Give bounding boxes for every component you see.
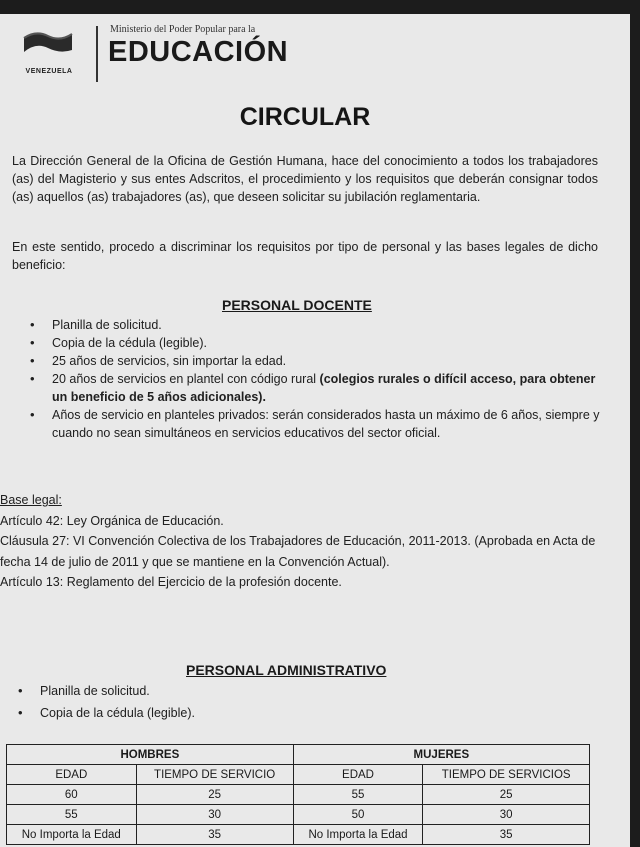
table-header-row (7, 765, 590, 785)
legal-line: Cláusula 27: VI Convención Colectiva de los Trabajadores de Educación, 2011-2013. (Aprobada en Acta de fecha 14 de julio de 2011 y que se mantiene en la Convención Actual). (0, 534, 596, 569)
ministry-label: Ministerio del Poder Popular para la (110, 24, 256, 35)
list-item: • Planilla de solicitud. (26, 316, 601, 334)
administrativo-requirements (14, 680, 589, 724)
legal-line: Artículo 42: Ley Orgánica de Educación. (0, 513, 224, 528)
column-header: TIEMPO DE SERVICIO (136, 765, 293, 785)
flag-icon (22, 28, 74, 58)
section-heading-administrativo: PERSONAL ADMINISTRATIVO (186, 662, 387, 678)
table-row (7, 825, 590, 845)
table-row (7, 805, 590, 825)
table-group-row (7, 745, 590, 765)
column-header: EDAD (293, 765, 423, 785)
list-item: • Copia de la cédula (legible). (26, 334, 601, 352)
letterhead (14, 22, 334, 84)
list-item: • 25 años de servicios, sin importar la edad. (26, 352, 601, 370)
list-item (26, 370, 601, 406)
table-cell: 60 (7, 785, 137, 805)
table-cell: 55 (293, 785, 423, 805)
table-row (7, 785, 590, 805)
legal-basis (0, 490, 612, 593)
table-cell: 30 (423, 805, 590, 825)
column-header: EDAD (7, 765, 137, 785)
document-title: CIRCULAR (239, 103, 371, 131)
intro-paragraph-2: En este sentido, procedo a discriminar los requisitos por tipo de personal y las bases legales de dicho beneficio: (12, 240, 598, 272)
department-name: EDUCACIÓN (108, 36, 289, 68)
table-cell: 30 (136, 805, 293, 825)
document-page (0, 14, 630, 847)
list-item-bold-text: (colegios rurales o difícil acceso, para obtener un beneficio de 5 años adicionales). (52, 372, 596, 404)
list-item: • Años de servicio en planteles privados: serán considerados hasta un máximo de 6 años, siempre y cuando no sean simultáneos en servicios educativos del sector oficial. (26, 406, 601, 442)
table-cell: No Importa la Edad (7, 825, 137, 845)
country-label: VENEZUELA (25, 68, 73, 75)
emblem (14, 26, 84, 81)
table-cell: 25 (423, 785, 590, 805)
hombres-header: HOMBRES (7, 745, 294, 765)
mujeres-header: MUJERES (293, 745, 589, 765)
table-cell: 50 (293, 805, 423, 825)
table-cell: No Importa la Edad (293, 825, 423, 845)
retirement-table (6, 744, 590, 845)
section-heading-docente: PERSONAL DOCENTE (222, 297, 372, 313)
intro-paragraph: La Dirección General de la Oficina de Gestión Humana, hace del conocimiento a todos los trabajadores (as) del Magisterio y sus entes Adscritos, el procedimiento y los requisitos que deberán consignar todos (as) aquellos (as) trabajadores (as), que deseen solicitar su jubilación reglamentaria. (12, 154, 598, 204)
docente-requirements (26, 316, 601, 442)
table-cell: 35 (136, 825, 293, 845)
legal-line: Artículo 13: Reglamento del Ejercicio de la profesión docente. (0, 575, 342, 589)
list-item-text: 20 años de servicios en plantel con código rural (52, 372, 320, 386)
table-cell: 25 (136, 785, 293, 805)
list-item: • Copia de la cédula (legible). (14, 702, 589, 724)
table-cell: 55 (7, 805, 137, 825)
header-divider (96, 26, 98, 82)
column-header: TIEMPO DE SERVICIOS (423, 765, 590, 785)
legal-heading: Base legal: (0, 493, 62, 507)
table-cell: 35 (423, 825, 590, 845)
list-item: • Planilla de solicitud. (14, 680, 589, 702)
